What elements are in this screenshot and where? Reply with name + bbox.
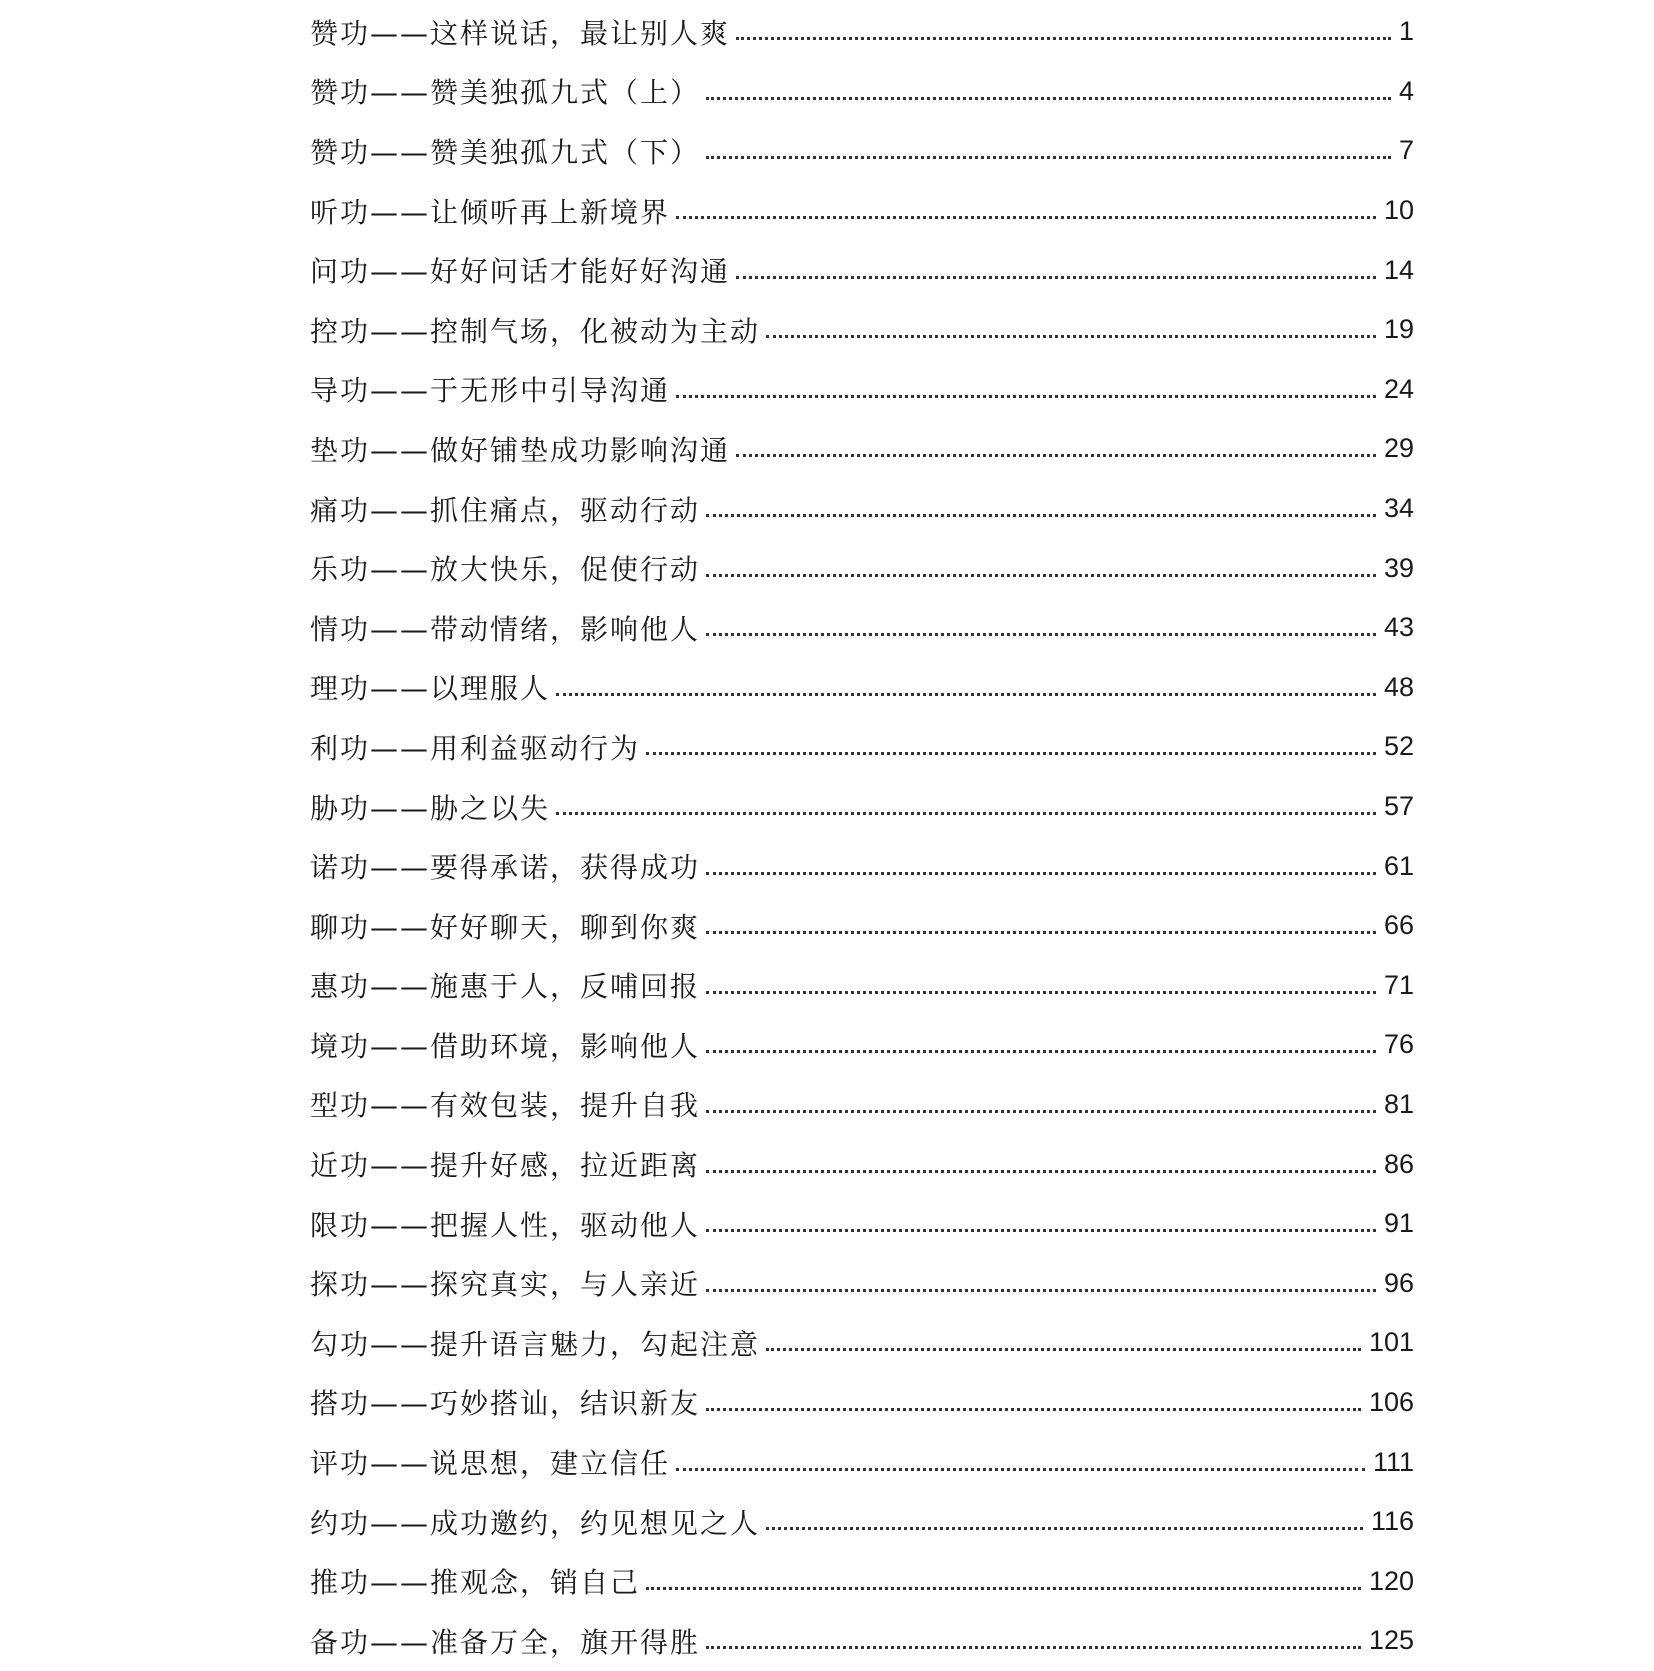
toc-entry-title: 乐功——放大快乐，促使行动 xyxy=(310,553,701,587)
toc-dot-leader xyxy=(706,1408,1361,1411)
toc-entry-title: 勾功——提升语言魅力，勾起注意 xyxy=(310,1327,761,1361)
toc-entry-page: 81 xyxy=(1383,1088,1414,1119)
toc-entry-title: 听功——让倾听再上新境界 xyxy=(310,195,671,229)
toc-entry-page: 39 xyxy=(1383,552,1414,583)
toc-dot-leader xyxy=(646,1587,1361,1590)
toc-entry-page: 48 xyxy=(1383,671,1414,702)
toc-entry[interactable] xyxy=(310,121,1414,181)
toc-dot-leader xyxy=(706,991,1376,994)
toc-entry-title: 备功——准备万全，旗开得胜 xyxy=(310,1625,701,1659)
toc-entry-title: 推功——推观念，销自己 xyxy=(310,1566,641,1600)
toc-entry[interactable] xyxy=(310,1611,1414,1671)
toc-entry-page: 101 xyxy=(1368,1327,1414,1358)
toc-dot-leader xyxy=(706,574,1376,577)
toc-dot-leader xyxy=(706,1170,1376,1173)
toc-entry-page: 4 xyxy=(1398,75,1414,106)
toc-entry-page: 29 xyxy=(1383,433,1414,464)
toc-entry-page: 120 xyxy=(1368,1565,1414,1596)
toc-entry[interactable] xyxy=(310,777,1414,837)
toc-dot-leader xyxy=(706,97,1391,100)
toc-entry[interactable] xyxy=(310,1373,1414,1433)
toc-entry[interactable] xyxy=(310,1194,1414,1254)
toc-entry-page: 96 xyxy=(1383,1267,1414,1298)
toc-entry[interactable] xyxy=(310,598,1414,658)
toc-entry-page: 106 xyxy=(1368,1386,1414,1417)
toc-entry[interactable] xyxy=(310,1492,1414,1552)
toc-entry-title: 导功——于无形中引导沟通 xyxy=(310,374,671,408)
toc-dot-leader xyxy=(736,454,1376,457)
toc-entry-title: 赞功——赞美独孤九式（下） xyxy=(310,135,701,169)
toc-dot-leader xyxy=(676,395,1376,398)
table-of-contents xyxy=(310,2,1414,1671)
toc-dot-leader xyxy=(766,1527,1363,1530)
toc-entry[interactable] xyxy=(310,479,1414,539)
toc-dot-leader xyxy=(556,812,1376,815)
toc-entry-title: 利功——用利益驱动行为 xyxy=(310,731,641,765)
toc-dot-leader xyxy=(706,872,1376,875)
toc-dot-leader xyxy=(706,1289,1376,1292)
toc-entry[interactable] xyxy=(310,62,1414,122)
toc-entry-page: 91 xyxy=(1383,1208,1414,1239)
toc-entry-title: 搭功——巧妙搭讪，结识新友 xyxy=(310,1387,701,1421)
toc-entry-title: 赞功——这样说话，最让别人爽 xyxy=(310,16,731,50)
toc-entry-page: 61 xyxy=(1383,850,1414,881)
toc-entry[interactable] xyxy=(310,300,1414,360)
toc-entry[interactable] xyxy=(310,896,1414,956)
toc-entry-page: 76 xyxy=(1383,1029,1414,1060)
toc-entry-page: 111 xyxy=(1372,1446,1414,1477)
toc-entry-page: 125 xyxy=(1368,1625,1414,1656)
toc-entry-page: 19 xyxy=(1383,314,1414,345)
toc-entry[interactable] xyxy=(310,2,1414,62)
toc-entry-page: 57 xyxy=(1383,791,1414,822)
toc-entry[interactable] xyxy=(310,1313,1414,1373)
toc-entry-title: 型功——有效包装，提升自我 xyxy=(310,1089,701,1123)
toc-entry[interactable] xyxy=(310,181,1414,241)
toc-dot-leader xyxy=(706,1050,1376,1053)
toc-dot-leader xyxy=(706,1110,1376,1113)
toc-entry-page: 66 xyxy=(1383,910,1414,941)
toc-entry-page: 116 xyxy=(1370,1506,1414,1537)
toc-dot-leader xyxy=(556,693,1376,696)
toc-dot-leader xyxy=(766,1348,1361,1351)
toc-dot-leader xyxy=(766,335,1376,338)
toc-dot-leader xyxy=(676,216,1376,219)
toc-entry-page: 86 xyxy=(1383,1148,1414,1179)
toc-entry-title: 评功——说思想，建立信任 xyxy=(310,1447,671,1481)
toc-entry[interactable] xyxy=(310,1015,1414,1075)
toc-entry-title: 境功——借助环境，影响他人 xyxy=(310,1029,701,1063)
toc-entry-title: 理功——以理服人 xyxy=(310,672,551,706)
toc-dot-leader xyxy=(736,276,1376,279)
toc-entry[interactable] xyxy=(310,836,1414,896)
toc-entry[interactable] xyxy=(310,240,1414,300)
toc-dot-leader xyxy=(706,156,1391,159)
toc-entry-title: 探功——探究真实，与人亲近 xyxy=(310,1268,701,1302)
toc-entry-page: 43 xyxy=(1383,612,1414,643)
toc-entry-page: 52 xyxy=(1383,731,1414,762)
toc-entry[interactable] xyxy=(310,1432,1414,1492)
toc-entry-title: 问功——好好问话才能好好沟通 xyxy=(310,255,731,289)
toc-entry-page: 14 xyxy=(1383,254,1414,285)
toc-entry-page: 7 xyxy=(1398,135,1414,166)
toc-entry[interactable] xyxy=(310,419,1414,479)
toc-entry-title: 约功——成功邀约，约见想见之人 xyxy=(310,1506,761,1540)
toc-entry[interactable] xyxy=(310,717,1414,777)
toc-entry-page: 34 xyxy=(1383,493,1414,524)
toc-entry-title: 惠功——施惠于人，反哺回报 xyxy=(310,970,701,1004)
toc-entry[interactable] xyxy=(310,360,1414,420)
toc-entry-title: 赞功——赞美独孤九式（上） xyxy=(310,76,701,110)
toc-entry[interactable] xyxy=(310,538,1414,598)
toc-dot-leader xyxy=(736,37,1391,40)
toc-entry[interactable] xyxy=(310,1134,1414,1194)
toc-entry[interactable] xyxy=(310,956,1414,1016)
toc-entry-title: 限功——把握人性，驱动他人 xyxy=(310,1208,701,1242)
toc-dot-leader xyxy=(646,752,1376,755)
toc-entry-title: 诺功——要得承诺，获得成功 xyxy=(310,851,701,885)
toc-entry-page: 1 xyxy=(1398,16,1414,47)
toc-entry[interactable] xyxy=(310,658,1414,718)
toc-entry-title: 聊功——好好聊天，聊到你爽 xyxy=(310,910,701,944)
toc-entry-title: 近功——提升好感，拉近距离 xyxy=(310,1149,701,1183)
toc-entry-title: 胁功——胁之以失 xyxy=(310,791,551,825)
toc-entry-page: 71 xyxy=(1383,969,1414,1000)
toc-dot-leader xyxy=(706,931,1376,934)
toc-dot-leader xyxy=(706,514,1376,517)
toc-entry-title: 情功——带动情绪，影响他人 xyxy=(310,612,701,646)
toc-entry-title: 控功——控制气场，化被动为主动 xyxy=(310,314,761,348)
toc-entry-title: 垫功——做好铺垫成功影响沟通 xyxy=(310,433,731,467)
toc-entry-title: 痛功——抓住痛点，驱动行动 xyxy=(310,493,701,527)
toc-dot-leader xyxy=(706,633,1376,636)
toc-dot-leader xyxy=(706,1229,1376,1232)
toc-entry-page: 10 xyxy=(1383,195,1414,226)
toc-entry[interactable] xyxy=(310,1253,1414,1313)
toc-dot-leader xyxy=(706,1646,1361,1649)
toc-entry[interactable] xyxy=(310,1075,1414,1135)
toc-dot-leader xyxy=(676,1468,1365,1471)
toc-entry-page: 24 xyxy=(1383,373,1414,404)
toc-entry[interactable] xyxy=(310,1551,1414,1611)
